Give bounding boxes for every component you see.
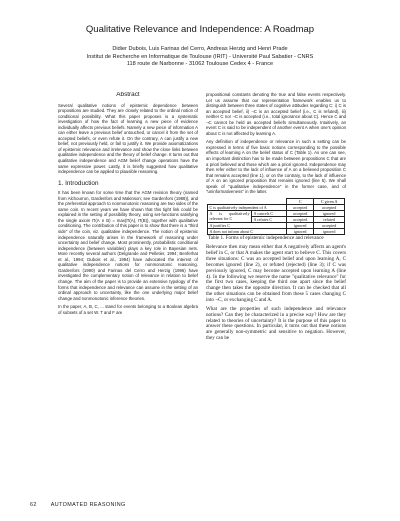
introduction-paragraph: It has been known for some time that the AGM revision theory (named from Alchourron, Gardenfors and Makinson; see Gardenfors (1988)), and the preferential approach to nonmonotonic reasoning are two sides of the same coin. In recent years we have shown that this tight link could be explained in the setting of possibility theory, using set-functions satisfying the single axiom Π(A ∨ B) = max(Π(A), Π(B)), together with qualitative conditioning. The contribution of this paper is to show that there is a "third side" of the coin, viz. qualitative independence. The notion of epistemic independence naturally arises in the framework of reasoning under uncertainty and belief change. Most prominently, probabilistic conditional independence (between variables) plays a key role in Bayesian nets. More recently several authors (Delgrande and Pelletier, 1994; Benferhat et al., 1994; Dubois et al., 1994) have advocated the interest of qualitative independence notions for nonmonotonic reasoning. Gardenfors (1990) and Farinas del Cerro and Herzig (1996) have investigated the complementary notion of relevance in relation to belief change. The aim of the paper is to provide an extensive typology of the forms that independence and relevance can assume in the setting of an ordinal approach to uncertainty, like the one underlying major belief change and nonmonotonic inference theories. [58,190,198,301]
table-row-label: C is qualitatively independent of A [208,204,287,210]
table-cell: accepted [287,210,314,216]
table-row [208,228,345,234]
table-cell: ignored [287,222,314,228]
table-row-sublabel: A cancels C [252,210,287,216]
abstract-text: Several qualitative notions of epistemic dependence between propositions are studied. They are closely related to the ordinal notion of conditional possibility. What this paper proposes is a systematic investigation of how the fact of learning a new piece of evidence individually affects previous beliefs. Namely a new piece of information A can either leave a previous belief untouched, or cancel it from the set of accepted beliefs, or even refute it. On the contrary, A can justify a new belief, not previously held, or fail to justify it. We provide axiomatizations of epistemic relevance and irrelevance and show the close links between qualitative independence and the theory of belief change. It turns out that qualitative independence and AGM belief change operations have the same expressive power. Lastly, it is briefly suggested how qualitative independence can be applied to plausible reasoning. [58,102,198,175]
table-cell: ignored [287,228,314,234]
paper-title: Qualitative Relevance and Independence: A Roadmap [85,24,315,35]
address: 118 route de Narbonne - 31062 Toulouse Cedex 4 - France [126,61,274,68]
table-row-sublabel: A refutes C [252,216,287,222]
table-row-label: A does not inform about C [208,228,287,234]
table-caption: Table 1. Forms of epistemic independence and relevance [208,234,324,241]
introduction-heading: 1. Introduction [58,179,99,187]
affiliation: Institut de Recherche en Informatique de Toulouse (IRIT) - Université Paul Sabatier - CNRS [86,53,314,60]
body-paragraph: Any definition of independence or relevance in such a setting can be expressed in terms of five basic notions corresponding to the possible effects of learning A on the belief status of C (Table 1). As one can see, an important distinction has to be made between propositions C that are a priori believed and those which are a priori ignored. Independence may then refer either to the lack of influence of A on a believed proposition C that remains accepted (line 1), or on the contrary, to the lack of influence of A on an ignored proposition that remains ignored (line 5). We shall speak of "qualitative independence" in the former case, and of "uninformativeness" in the latter. [206,139,346,195]
left-column [58,92,198,492]
table-cell: ignored [314,228,345,234]
page-footer [30,502,140,508]
table-cell: accepted [314,222,345,228]
table-cell: accepted [287,204,314,210]
table-header-c-given-a: C given A [314,198,345,204]
author-block [0,46,400,69]
authors: Didier Dubois, Luis Farinas del Cerro, Andreas Herzig and Henri Prade [112,46,288,52]
body-paragraph: What are the properties of such independence and relevance notions? Can they be characterized in a precise way? How are they related to theories of uncertainty? It is the purpose of this paper to answer these questions. In particular, it turns out that these notions are generally non-symmetric and sensitive to negation. However, they can be [206,305,346,342]
right-column [206,92,346,492]
table-row-label: A justifies C [208,222,287,228]
running-section: AUTOMATED REASONING [50,502,126,508]
table-cell: refuted [314,216,345,222]
abstract-heading: Abstract [116,92,140,98]
table-header-c: C [287,198,314,204]
table-1 [207,198,345,235]
page-number: 62 [30,502,37,508]
introduction-paragraph: In the paper, A, B, C, ... stand for events belonging to a Boolean algebra of subsets of a set W. T and F are [58,304,198,315]
table-cell: accepted [314,204,345,210]
body-paragraph: Relevance then may mean either that A negatively affects an agent's belief in C, or that A makes the agent start to believe C. This covers three situations: C was an accepted belief and upon learning A, C becomes ignored (line 2), or refuted (rejected) (line 3); if C was previously ignored, C may become accepted upon learning A (line 4). In the following we reserve the name "qualitative relevance" for the first two cases, keeping the third one apart since the belief change then takes the opposite direction. It can be checked that all the other situations can be obtained from these 5 cases changing C into ¬C, or exchanging C and A. [206,244,346,303]
table-cell: ignored [314,210,345,216]
table-cell: accepted [287,216,314,222]
body-paragraph: propositional constants denoting the true and false events respectively. Let us assume that our representation framework enables us to distinguish between three states of cognitive attitudes regarding C: i) C is an accepted belief, ii) ¬C is an accepted belief (i.e., C is refuted), iii) neither C nor ¬C is accepted (i.e., total ignorance about C). Hence C and ¬C cannot be held as accepted beliefs simultaneously. Intuitively, an event C is said to be independent of another event A when one's opinion about C is not affected by learning A. [206,92,346,136]
table-row-label: A is qualitatively relevant for C [209,211,250,222]
